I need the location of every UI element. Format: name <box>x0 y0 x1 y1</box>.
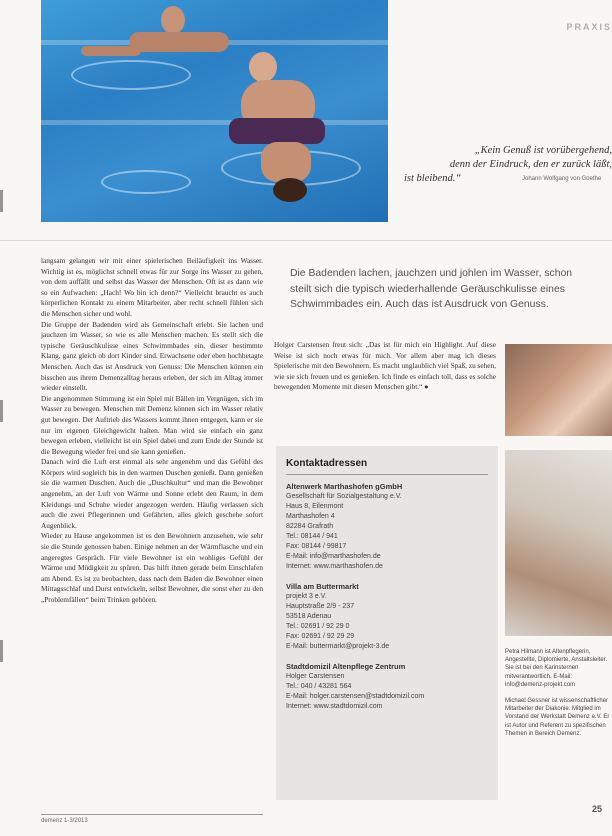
paragraph: Die angenommen Stimmung ist ein Spiel mit Bällen im Vergnügen, sich im Wasser zu bewegen. Menschen mit Demenz können sich im Wasser relativ gut bewegen. Der Auftrieb des Wassers kommt ihnen entgegen, kann er sie nur im eigenen Gleichgewicht halten. Man wird sie einfach ein ganz bewegen erleben, vielleicht ist ein Spiel dabei und zum Ende der Stunde ist die Bewegung wieder frei und sie kann genießen. <box>41 393 263 456</box>
org-website-link[interactable]: Internet: www.stadtdomizil.com <box>286 703 383 710</box>
contact-org <box>286 582 488 652</box>
author-caption: Petra Hilmann ist Altenpflegerin, Angestellte, Diplomierte, Anstaltsleiter. Sie ist bei den Karinsternen mitverantwortlich. E-Mail: info@demenz-projekt.com <box>505 649 608 688</box>
org-line: Fax: 02691 / 92 29 29 <box>286 633 355 640</box>
quote-line: ist bleibend.“ <box>404 173 462 184</box>
highlight-quote <box>290 266 612 313</box>
footer-rule <box>41 814 263 815</box>
care-photo <box>505 450 612 636</box>
body-text-middle: Holger Carstensen freut sich: „Das ist für mich ein Highlight. Auf diese Weise ist sich noch etwas für mich. Vor allem aber mag ich dieses Spielerische mit den Bewohnern. Es macht unglaublich viel Spaß, zu sehen, wie sie sich freuen und es genießen. Ich finde es einfach toll, dass es solche bewegenden Momente mit diesen Menschen gibt.“ ● <box>274 340 496 392</box>
author-caption: Michael Gessner ist wissenschaftlicher Mitarbeiter der Diakonie. Mitglied im Vorstand der Werkstatt Demenz e.V. Er ist Autor und Referent zu spezifischen Themen in Bereich Demenz. <box>505 698 610 737</box>
org-email-link[interactable]: E-Mail: holger.carstensen@stadtdomizil.com <box>286 693 425 700</box>
journal-footer: demenz 1-3/2013 <box>41 818 88 824</box>
org-line: projekt 3 e.V. <box>286 593 327 600</box>
paragraph: Danach wird die Luft erst einmal als sehr angenehm und das Gefühl des Körpers wird sogleich bis in den warmen Duschen genießt. Dann genießen sie die warmen Duschen. Auch die „Duschkultur“ und man die Bewohner angenehm, an der Luft von Wärme und Sonne erlebt den Raum, in dem Kleidungs und Schuhe wieder angezogen werden. Häufig verlassen sich auch die zwei Pflegerinnen und Gefährten, alles gleich geschehe sofort Augenblick. <box>41 457 263 530</box>
highlight-line: Schwimmbades ein. Auch das ist Ausdruck von Genuss. <box>290 299 549 310</box>
quote-author: Johann Wolfgang von Goethe <box>522 176 602 182</box>
highlight-line: Die Badenden lachen, jauchzen und johlen im Wasser, schon <box>290 268 573 279</box>
binding-mark <box>0 400 3 422</box>
body-text-left <box>41 256 263 606</box>
paragraph: Wieder zu Hause angekommen ist es den Bewohnern anzusehen, wie sehr sie die Stunde genossen haben. Einige nehmen an der Wärmflasche und ein angeregtes Gespräch. Für viele Bewohner ist ein wohliges Gefühl der Wärme und Müdigkeit zu spüren. Das hilft ihnen gerade beim Einschlafen am Abend. Es ist zu beobachten, dass nach dem Baden die Bewohner einen Mittagsschlaf und Durst entwickeln, selbst Bewohner, die sonst eher zu den „Problemfällen“ beim Trinken gehören. <box>41 531 263 604</box>
paragraph: langsam gelangen wir mit einer spielerischen Beiläufigkeit ins Wasser. Wichtig ist es, möglichst schnell etwas für zur Sorge ins Wasser zu gehen, von dem auffällt und selbst das Wasser der Menschen. Oft ist es dann wie so ein Aufwachen: „Hach! Wo bin ich denn?“ Vielleicht braucht es auch körperlichen Kontakt zu einem Mitarbeiter, aber recht schnell fühlen sich die Menschen sicher und wohl. <box>41 256 263 318</box>
contact-title: Kontaktadressen <box>286 458 368 469</box>
page-number: 25 <box>592 804 603 814</box>
binding-mark <box>0 640 3 662</box>
author-captions <box>505 648 612 746</box>
org-line: Tel.: 040 / 43281 564 <box>286 683 352 690</box>
section-label: PRAXIS <box>566 22 612 32</box>
org-line: Gesellschaft für Sozialgestaltung e.V. <box>286 493 402 500</box>
org-line: Haus 8, Eilenmont <box>286 503 344 510</box>
hands-photo <box>505 344 612 436</box>
binding-mark <box>0 190 3 212</box>
org-email-link[interactable]: E-Mail: info@marthashofen.de <box>286 553 381 560</box>
org-line: Tel.: 02691 / 92 29 0 <box>286 623 350 630</box>
contact-box <box>276 446 498 800</box>
contact-org <box>286 482 488 572</box>
swimming-pool-photo <box>41 0 388 222</box>
org-line: Holger Carstensen <box>286 673 345 680</box>
paragraph: Die Gruppe der Badenden wird als Gemeinschaft erlebt. Sie lachen und jauchzen im Wasser, so wie es alle Menschen machen. Es stellt sich die typische Geräuschkulisse eines Schwimmbades ein, dieser bestimmte Klang, ganz gleich ob dort Kinder sind. Erwachsene oder eben hochbetagte Menschen. Auch das ist Ausdruck von Genuss: Die Menschen können ein bisschen aus ihrem Demenzalltag heraus erleben, der sich im Alltag immer wieder einstellt. <box>41 319 263 393</box>
org-line: Hauptstraße 2/9 - 237 <box>286 603 355 610</box>
quote-line: „Kein Genuß ist vorübergehend, <box>474 145 612 156</box>
contact-rule <box>286 474 488 475</box>
divider <box>0 240 612 241</box>
org-line: 53518 Adenau <box>286 613 332 620</box>
org-name: Altenwerk Marthashofen gGmbH <box>286 482 403 491</box>
org-name: Villa am Buttermarkt <box>286 582 359 591</box>
org-line: Tel.: 08144 / 941 <box>286 533 338 540</box>
org-website-link[interactable]: Internet: www.marthashofen.de <box>286 563 383 570</box>
org-line: Fax: 08144 / 99817 <box>286 543 347 550</box>
contact-org <box>286 662 488 712</box>
org-line: Marthashofen 4 <box>286 513 335 520</box>
org-line: 82284 Grafrath <box>286 523 334 530</box>
org-email-link[interactable]: E-Mail: buttermarkt@projekt-3.de <box>286 643 390 650</box>
quote-line: denn der Eindruck, den er zurück läßt, <box>449 159 612 170</box>
highlight-line: steilt sich die typisch wiederhallende Geräuschkulisse eines <box>290 283 565 295</box>
org-name: Stadtdomizil Altenpflege Zentrum <box>286 662 406 671</box>
